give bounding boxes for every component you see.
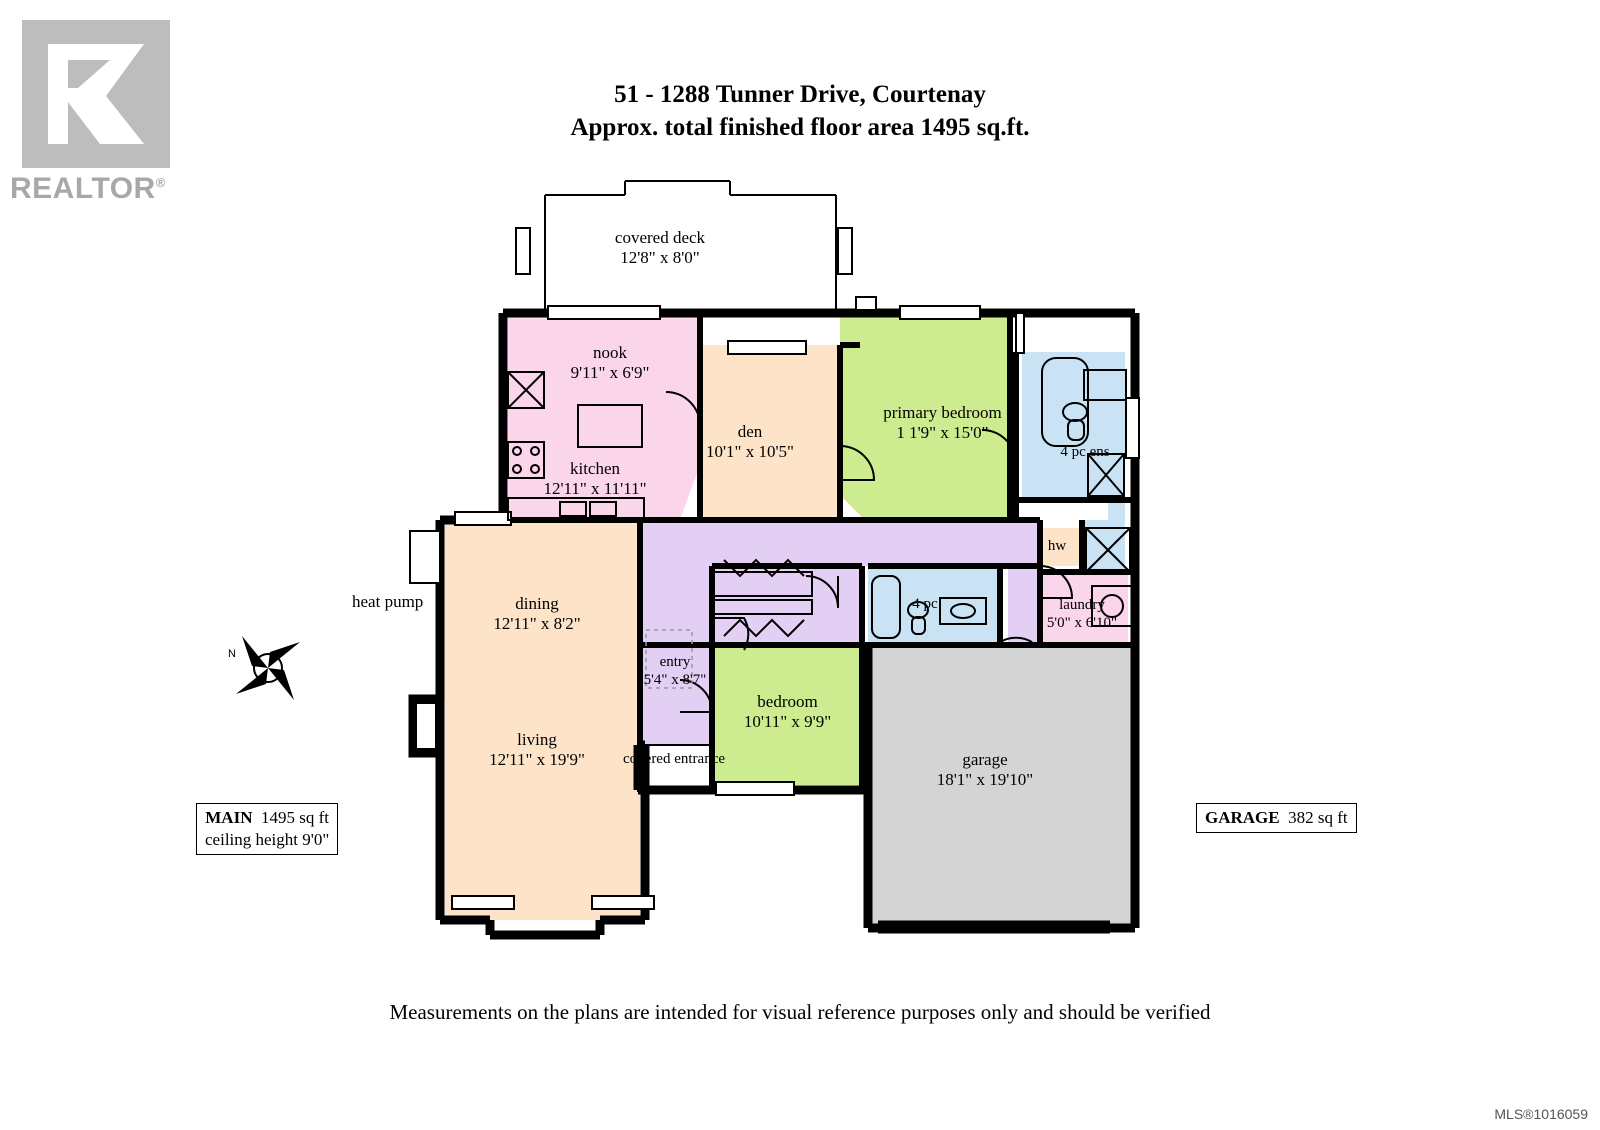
compass-rose (222, 622, 314, 714)
room-label-laundry: laundry 5'0" x 6'10" (1046, 597, 1118, 631)
room-label-dining: dining 12'11" x 8'2" (493, 594, 581, 633)
room-fill-den (700, 345, 840, 520)
room-fill-hallway-upper (640, 520, 1040, 566)
room-fill-hw (1040, 528, 1082, 566)
main-area-value: 1495 sq ft (260, 808, 329, 827)
room-fill-dining-living (440, 520, 640, 920)
heat-pump-unit (410, 531, 440, 583)
room-fill-laundry (1040, 572, 1128, 645)
ceiling-height-label: ceiling height 9'0" (205, 830, 330, 849)
main-level-label: MAIN (205, 808, 253, 827)
room-fill-entry (640, 645, 712, 745)
mls-number: MLS®1016059 (1494, 1106, 1588, 1122)
room-label-bedroom: bedroom 10'11" x 9'9" (743, 692, 832, 731)
room-label-hw: hw (1047, 538, 1067, 554)
room-label-garage: garage 18'1" x 19'10" (936, 750, 1034, 789)
covered-deck-outline (516, 181, 852, 313)
compass-north-label: N (228, 648, 236, 660)
fireplace (409, 695, 443, 757)
room-label-bath: 4 pc (912, 596, 938, 612)
compass-icon (222, 622, 314, 714)
room-label-living: living 12'11" x 19'9" (489, 730, 585, 769)
room-fill-bath (868, 566, 1000, 645)
room-label-kitchen: kitchen 12'11" x 11'11" (543, 459, 647, 498)
registered-mark: ® (155, 175, 166, 190)
garage-level-label: GARAGE (1205, 808, 1280, 827)
room-label-covered-deck: covered deck 12'8" x 8'0" (614, 228, 706, 267)
garage-area-legend (1196, 803, 1357, 833)
room-label-den: den 10'1" x 10'5" (705, 422, 794, 461)
heat-pump-label: heat pump (352, 592, 424, 611)
room-fill-bedroom (712, 645, 862, 785)
page-title: 51 - 1288 Tunner Drive, Courtenay (614, 81, 986, 108)
garage-area-value: 382 sq ft (1288, 808, 1348, 827)
room-label-covered-entrance: covered entrance (623, 751, 726, 767)
room-fill-kitchen-nook (508, 313, 700, 520)
room-fill-primary-bedroom (840, 313, 1010, 520)
realtor-wordmark-text: REALTOR (10, 172, 156, 205)
main-area-legend (196, 803, 338, 855)
room-label-nook: nook 9'11" x 6'9" (570, 343, 650, 382)
room-fill-ensuite (1022, 352, 1125, 520)
page-subtitle: Approx. total finished floor area 1495 sq.ft. (570, 114, 1030, 141)
room-label-primary-bedroom: primary bedroom 1 1'9" x 15'0" (883, 403, 1002, 442)
room-label-ensuite: 4 pc ens (1060, 444, 1110, 460)
disclaimer-note: Measurements on the plans are intended for visual reference purposes only and should be verified (389, 1000, 1211, 1024)
room-label-entry: entry 5'4" x 8'7" (643, 654, 707, 688)
room-fill-garage (868, 645, 1135, 928)
